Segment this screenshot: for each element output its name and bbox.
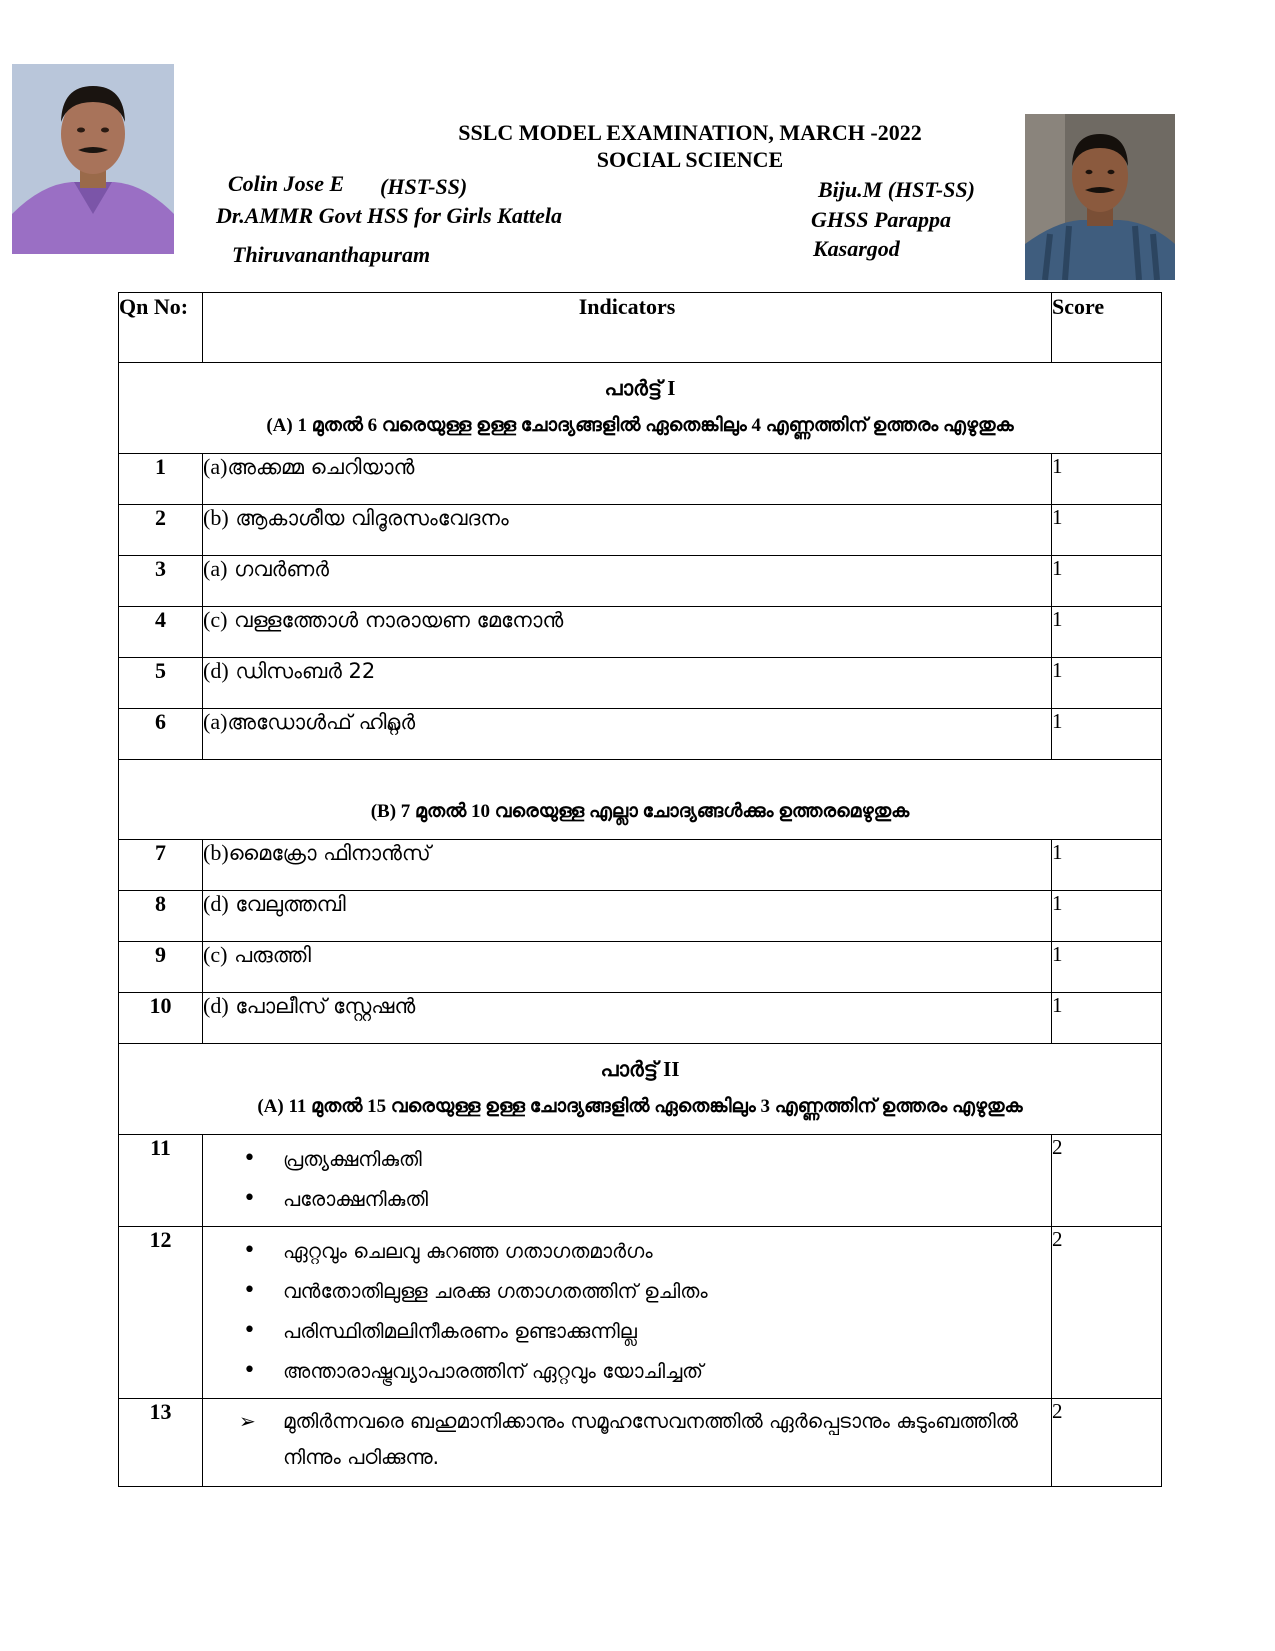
table-row [119,1227,1162,1399]
answer-option: (c) [203,942,228,967]
answer-option: (d) [203,993,229,1018]
score-cell: 2 [1052,1135,1162,1227]
question-number: 3 [119,556,203,607]
answer-text: വള്ളത്തോൾ നാരായണ മേനോൻ [227,608,564,632]
answer-point: ➢ മുതിർന്നവരെ ബഹുമാനിക്കാനും സമൂഹസേവനത്തിൽ ഏർപ്പെടാനും കുടുംബത്തിൽ നിന്നും പഠിക്കുന്നു. [283,1403,1051,1475]
section-row [119,363,1162,454]
table-row [119,505,1162,556]
answer-option: (a) [203,556,228,581]
answer-point: • ഏറ്റവും ചെലവു കുറഞ്ഞ ഗതാഗതമാർഗം [283,1231,1051,1271]
section-row [119,1044,1162,1135]
answer-point: • പരിസ്ഥിതിമലിനീകരണം ഉണ്ടാക്കുന്നില്ല [283,1311,1051,1351]
score-cell: 2 [1052,1227,1162,1399]
score-cell: 1 [1052,942,1162,993]
answer-cell [203,1399,1052,1487]
answer-option: (d) [203,891,229,916]
answer-cell [203,942,1052,993]
question-number: 12 [119,1227,203,1399]
answer-text: ഡിസംബർ 22 [228,659,376,683]
table-row [119,891,1162,942]
author-left-name: Colin Jose E [228,171,345,196]
question-number: 10 [119,993,203,1044]
answer-text: പരുത്തി [227,943,311,967]
answer-cell [203,1135,1052,1227]
question-number: 2 [119,505,203,556]
answer-text: അക്കമ്മ ചെറിയാൻ [227,455,415,479]
answer-text: അഡോൾഫ് ഹിറ്റ്ലർ [227,710,416,734]
question-number: 11 [119,1135,203,1227]
table-row [119,658,1162,709]
table-row [119,454,1162,505]
answer-option: (d) [203,658,229,683]
question-number: 7 [119,840,203,891]
table-row [119,993,1162,1044]
score-cell: 1 [1052,607,1162,658]
section-row [119,760,1162,840]
answer-point: • പരോക്ഷനികുതി [283,1179,1051,1219]
question-number: 4 [119,607,203,658]
answer-cell [203,891,1052,942]
answer-option: (b) [203,840,229,865]
question-number: 6 [119,709,203,760]
answer-cell [203,993,1052,1044]
answer-option: (c) [203,607,228,632]
score-cell: 2 [1052,1399,1162,1487]
answer-cell [203,607,1052,658]
answer-points [203,1135,1051,1223]
answer-cell [203,1227,1052,1399]
table-row [119,1399,1162,1487]
answer-cell [203,709,1052,760]
section-part-title: പാർട്ട് I [604,376,676,400]
answer-point: • അന്താരാഷ്ട്രവ്യാപാരത്തിന് ഏറ്റവും യോചിച്ചത് [283,1351,1051,1391]
table-row [119,1135,1162,1227]
table-row [119,840,1162,891]
score-cell: 1 [1052,709,1162,760]
author-left-place: Thiruvananthapuram [232,242,431,267]
col-header-score: Score [1052,293,1162,363]
exam-title: SSLC MODEL EXAMINATION, MARCH -2022 [458,120,922,145]
section-instruction: (B) 7 മുതൽ 10 വരെയുള്ള എല്ലാ ചോദ്യങ്ങൾക്കും ഉത്തരമെഴുതുക [370,801,910,822]
answer-key-table [118,292,1162,1487]
score-cell: 1 [1052,556,1162,607]
question-number: 5 [119,658,203,709]
answer-text: മൈക്രോ ഫിനാൻസ് [228,841,431,865]
subject-title: SOCIAL SCIENCE [596,147,784,172]
col-header-qn: Qn No: [119,293,203,363]
answer-text: പോലീസ് സ്റ്റേഷൻ [228,994,416,1018]
answer-point: • പ്രത്യക്ഷനികുതി [283,1139,1051,1179]
answer-cell [203,840,1052,891]
answer-cell [203,556,1052,607]
score-cell: 1 [1052,454,1162,505]
author-right-place: Kasargod [813,236,900,261]
question-number: 1 [119,454,203,505]
question-number: 13 [119,1399,203,1487]
section-instruction: (A) 11 മുതൽ 15 വരെയുള്ള ഉള്ള ചോദ്യങ്ങളിൽ ഏതെങ്കിലും 3 എണ്ണത്തിന് ഉത്തരം എഴുതുക [257,1096,1023,1117]
author-left-role: (HST-SS) [380,174,468,199]
question-number: 8 [119,891,203,942]
answer-text: വേലുത്തമ്പി [228,892,346,916]
answer-text: ആകാശീയ വിദൂരസംവേദനം [228,506,509,530]
author-left-school: Dr.AMMR Govt HSS for Girls Kattela [216,203,562,228]
answer-cell [203,658,1052,709]
author-photo-left [12,64,174,254]
answer-points [203,1227,1051,1395]
score-cell: 1 [1052,505,1162,556]
answer-cell [203,505,1052,556]
section-part-title: പാർട്ട് II [600,1057,680,1081]
score-cell: 1 [1052,658,1162,709]
question-number: 9 [119,942,203,993]
answer-option: (a) [203,709,228,734]
answer-text: ഗവർണർ [227,557,329,581]
person-portrait-icon [12,64,174,254]
answer-option: (b) [203,505,229,530]
col-header-indicators: Indicators [203,293,1052,363]
answer-option: (a) [203,454,228,479]
score-cell: 1 [1052,993,1162,1044]
table-row [119,942,1162,993]
table-row [119,607,1162,658]
score-cell: 1 [1052,840,1162,891]
answer-points [203,1399,1051,1479]
section-instruction: (A) 1 മുതൽ 6 വരെയുള്ള ഉള്ള ചോദ്യങ്ങളിൽ ഏതെങ്കിലും 4 എണ്ണത്തിന് ഉത്തരം എഴുതുക [266,415,1014,436]
table-row [119,556,1162,607]
answer-point: • വൻതോതിലുള്ള ചരക്കു ഗതാഗതത്തിന് ഉചിതം [283,1271,1051,1311]
author-right-school: GHSS Parappa [811,207,951,232]
table-row [119,709,1162,760]
author-right-name: Biju.M (HST-SS) [818,177,975,202]
table-header-row [119,293,1162,363]
score-cell: 1 [1052,891,1162,942]
answer-cell [203,454,1052,505]
